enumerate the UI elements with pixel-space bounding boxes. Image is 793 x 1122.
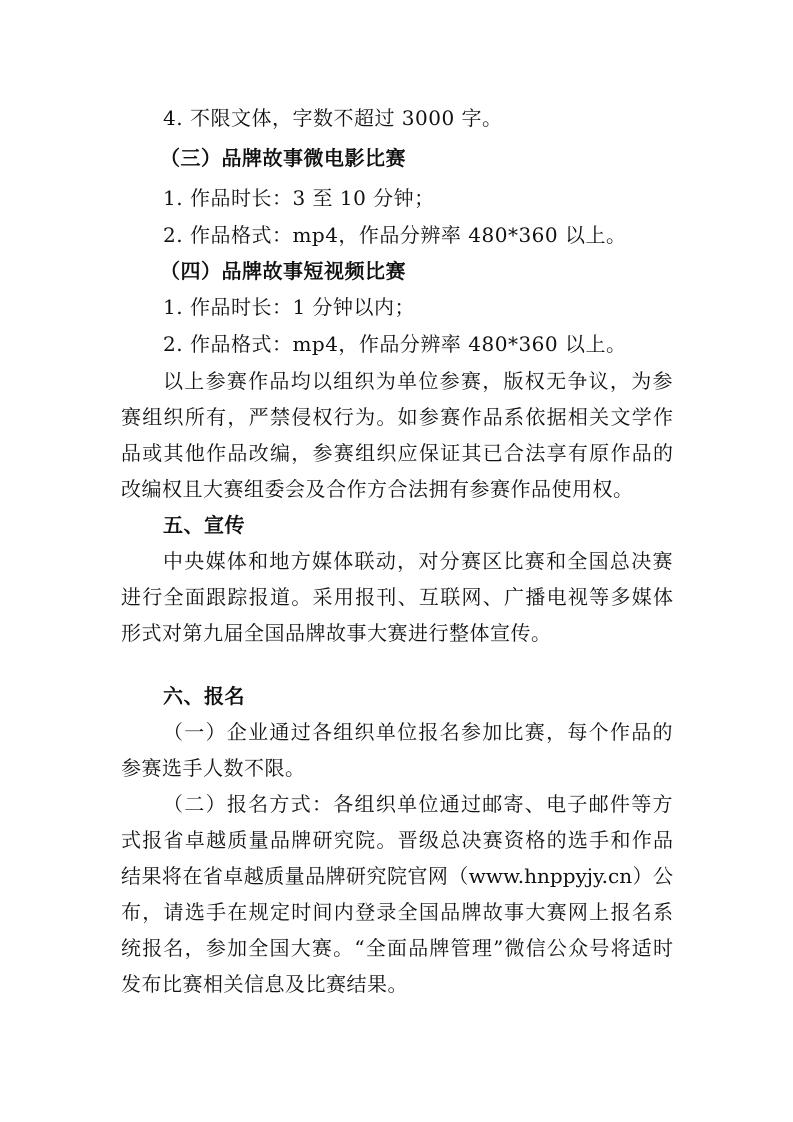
paragraph-registration-2-line-6: 发布比赛相关信息及比赛结果。 [121, 972, 408, 996]
paragraph-registration-2-line-1: （二）报名方式：各组织单位通过邮寄、电子邮件等方 [163, 792, 673, 816]
paragraph-publicity-line-2: 进行全面跟踪报道。采用报刊、互联网、广播电视等多媒体 [121, 585, 673, 609]
section-heading-registration: 六、报名 [163, 684, 245, 708]
paragraph-copyright-line-2: 赛组织所有，严禁侵权行为。如参赛作品系依据相关文学作 [121, 405, 673, 429]
subheading-3-microfilm: （三）品牌故事微电影比赛 [160, 146, 406, 170]
paragraph-registration-2-line-5: 统报名，参加全国大赛。“全面品牌管理”微信公众号将适时 [121, 936, 673, 960]
body-line-3: 1. 作品时长：3 至 10 分钟； [163, 186, 435, 210]
paragraph-copyright-line-3: 品或其他作品改编，参赛组织应保证其已合法享有原作品的 [121, 441, 673, 465]
paragraph-publicity-line-1: 中央媒体和地方媒体联动，对分赛区比赛和全国总决赛 [163, 549, 673, 573]
paragraph-publicity-line-3: 形式对第九届全国品牌故事大赛进行整体宣传。 [121, 621, 552, 645]
body-line-7: 2. 作品格式：mp4，作品分辨率 480*360 以上。 [163, 332, 627, 356]
paragraph-registration-2-line-2: 式报省卓越质量品牌研究院。晋级总决赛资格的选手和作品 [121, 828, 673, 852]
paragraph-registration-1-line-2: 参赛选手人数不限。 [121, 756, 306, 780]
paragraph-registration-2-line-4: 布，请选手在规定时间内登录全国品牌故事大赛网上报名系 [121, 900, 673, 924]
paragraph-registration-1-line-1: （一）企业通过各组织单位报名参加比赛，每个作品的 [163, 720, 673, 744]
paragraph-copyright-line-4: 改编权且大赛组委会及合作方合法拥有参赛作品使用权。 [121, 477, 634, 501]
paragraph-copyright-line-1: 以上参赛作品均以组织为单位参赛，版权无争议，为参 [163, 369, 673, 393]
body-line-4: 2. 作品格式：mp4，作品分辨率 480*360 以上。 [163, 223, 627, 247]
subheading-4-short-video: （四）品牌故事短视频比赛 [160, 259, 406, 283]
paragraph-registration-2-line-3: 结果将在省卓越质量品牌研究院官网（www.hnppyjy.cn）公 [121, 864, 673, 888]
body-line-1: 4. 不限文体，字数不超过 3000 字。 [163, 106, 503, 130]
body-line-6: 1. 作品时长：1 分钟以内； [163, 295, 416, 319]
section-heading-publicity: 五、宣传 [163, 513, 245, 537]
